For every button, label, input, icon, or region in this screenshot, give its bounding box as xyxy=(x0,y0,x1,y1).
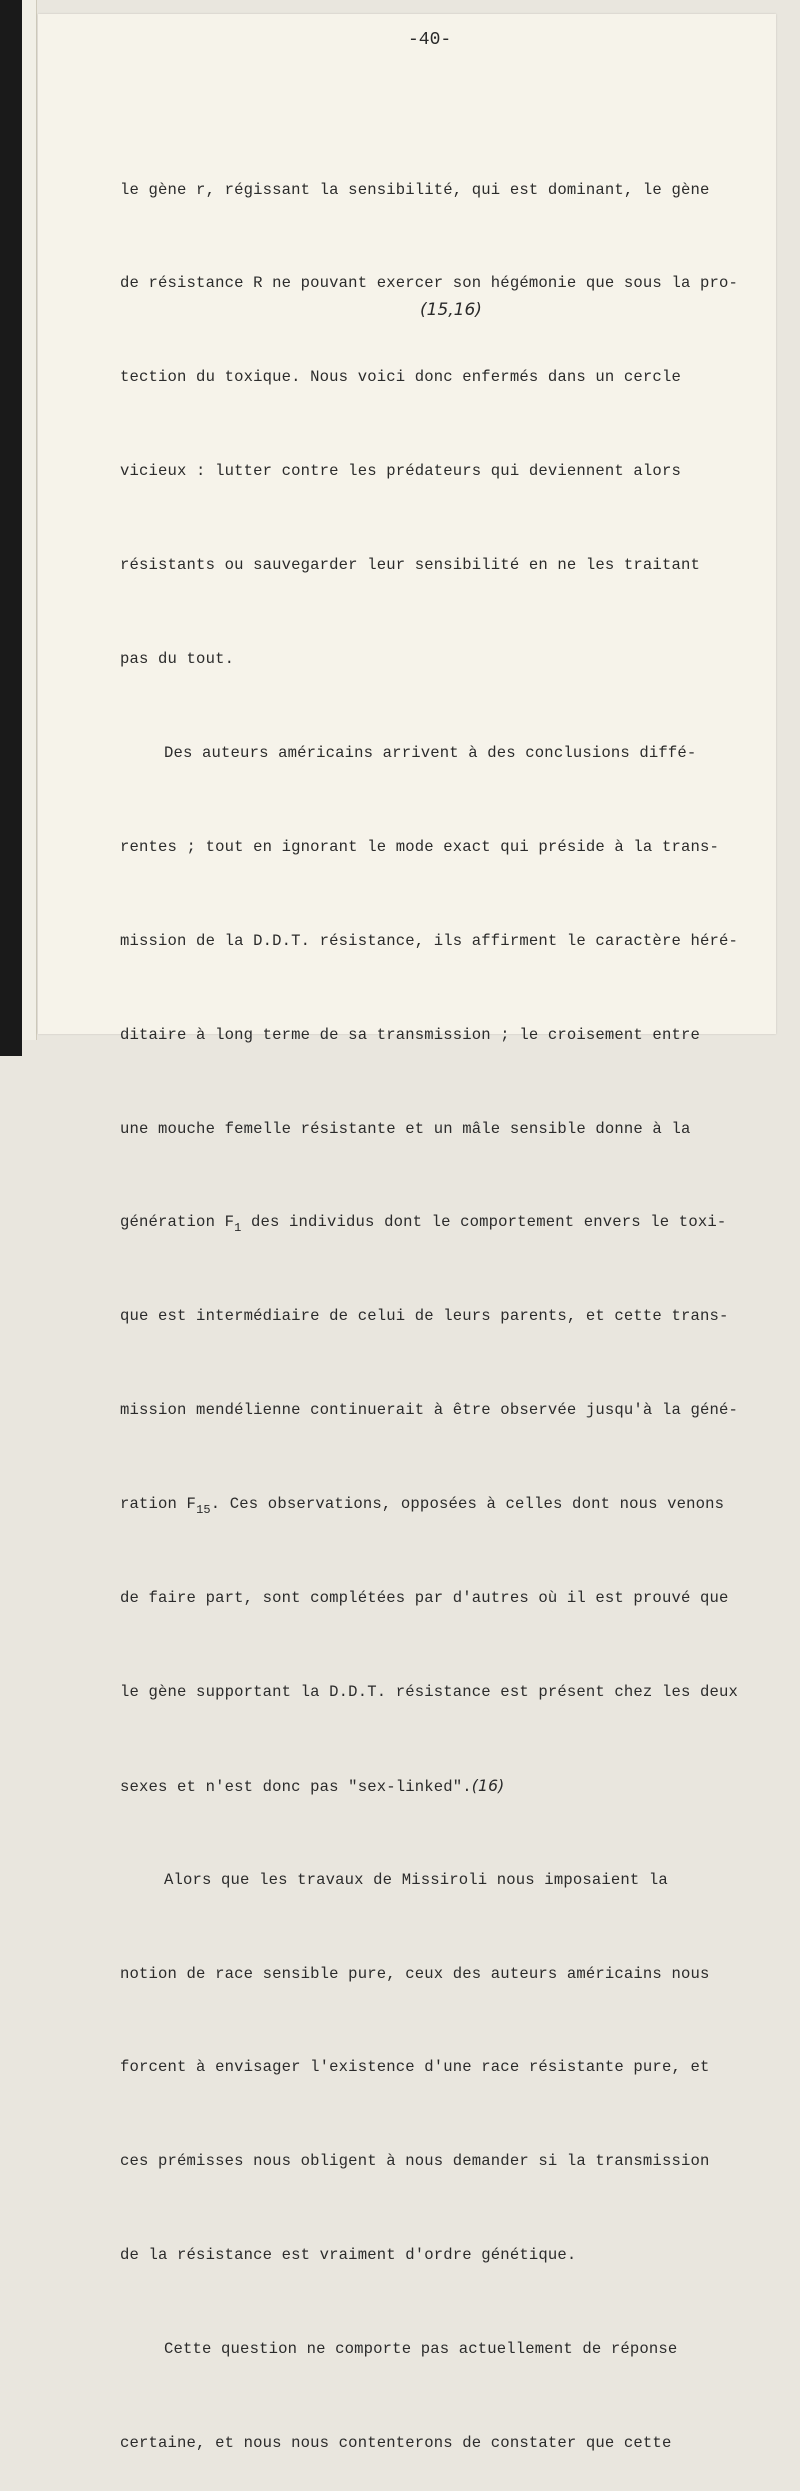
text-line: vicieux : lutter contre les prédateurs qui deviennent alors xyxy=(120,462,681,481)
page-number: -40- xyxy=(408,30,452,50)
text-line: de résistance R ne pouvant exercer son hégémonie que sous la pro- xyxy=(120,274,739,293)
text-segment: des individus dont le comportement envers le toxi- xyxy=(241,1213,727,1232)
binder-edge xyxy=(0,0,22,1056)
text-line-with-subscript xyxy=(120,1207,740,1238)
text-line: mission de la D.D.T. résistance, ils affirment le caractère héré- xyxy=(120,931,739,950)
text-line: ditaire à long terme de sa transmission ; le croisement entre xyxy=(120,1025,700,1044)
text-line: Des auteurs américains arrivent à des conclusions diffé- xyxy=(164,743,697,762)
text-line: de faire part, sont complétées par d'autres où il est prouvé que xyxy=(120,1588,729,1607)
text-line: forcent à envisager l'existence d'une race résistante pure, et xyxy=(120,2058,710,2077)
text-line: le gène r, régissant la sensibilité, qui est dominant, le gène xyxy=(120,180,710,199)
subscript: 15 xyxy=(196,1503,211,1518)
text-line: une mouche femelle résistante et un mâle sensible donne à la xyxy=(120,1119,691,1138)
text-line: Alors que les travaux de Missiroli nous imposaient la xyxy=(164,1870,668,1889)
text-line: le gène supportant la D.D.T. résistance est présent chez les deux xyxy=(120,1682,739,1701)
previous-page-edge xyxy=(22,0,37,1040)
text-line: de la résistance est vraiment d'ordre génétique. xyxy=(120,2246,577,2265)
handwritten-reference-note: (16) xyxy=(471,1776,505,1795)
body-text xyxy=(120,112,740,2491)
text-line: Cette question ne comporte pas actuellement de réponse xyxy=(164,2340,678,2359)
subscript: 1 xyxy=(234,1221,242,1236)
text-line: mission mendélienne continuerait à être observée jusqu'à la géné- xyxy=(120,1401,739,1420)
text-line: que est intermédiaire de celui de leurs parents, et cette trans- xyxy=(120,1307,729,1326)
handwritten-reference-note: (15,16) xyxy=(420,300,482,320)
text-segment: ration F xyxy=(120,1495,197,1514)
text-line: résistants ou sauvegarder leur sensibilité en ne les traitant xyxy=(120,556,700,575)
text-line: tection du toxique. Nous voici donc enfermés dans un cercle xyxy=(120,368,681,387)
text-line: rentes ; tout en ignorant le mode exact qui préside à la trans- xyxy=(120,837,719,856)
text-segment: . Ces observations, opposées à celles dont nous venons xyxy=(210,1495,725,1514)
text-segment: génération F xyxy=(120,1213,235,1232)
text-line-with-note xyxy=(120,1771,740,1802)
text-segment: sexes et n'est donc pas "sex-linked". xyxy=(120,1777,472,1796)
text-line: certaine, et nous nous contenterons de constater que cette xyxy=(120,2433,672,2452)
text-line: pas du tout. xyxy=(120,650,235,669)
text-line: notion de race sensible pure, ceux des auteurs américains nous xyxy=(120,1964,710,1983)
text-line-with-subscript xyxy=(120,1489,740,1520)
text-line: ces prémisses nous obligent à nous demander si la transmission xyxy=(120,2152,710,2171)
